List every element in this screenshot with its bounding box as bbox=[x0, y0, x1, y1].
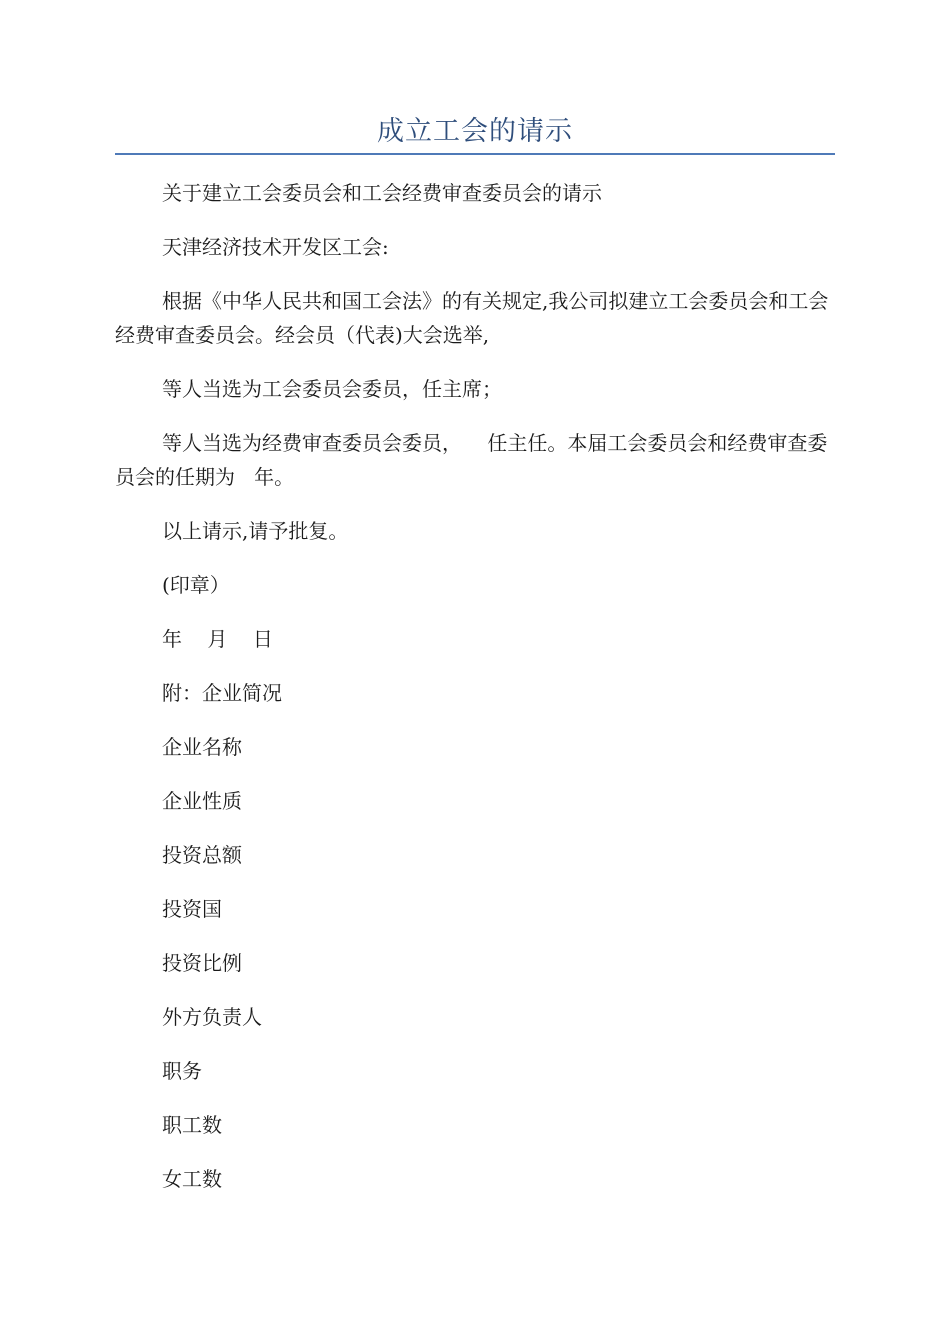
body-paragraph-basis: 根据《中华人民共和国工会法》的有关规定,我公司拟建立工会委员会和工会经费审查委员会。经会员（代表)大会选举, bbox=[115, 289, 829, 347]
date-line: 年 月 日 bbox=[162, 627, 273, 651]
field-investment-ratio: 投资比例 bbox=[162, 951, 242, 975]
title-divider bbox=[115, 153, 835, 155]
seal-placeholder: (印章） bbox=[162, 573, 230, 597]
field-position: 职务 bbox=[162, 1059, 202, 1083]
field-female-employee-count: 女工数 bbox=[162, 1167, 222, 1191]
body-paragraph-audit-committee: 等人当选为经费审查委员会委员， 任主任。本届工会委员会和经费审查委员会的任期为 年。 bbox=[115, 431, 828, 489]
document-title: 成立工会的请示 bbox=[377, 116, 573, 147]
request-subject: 关于建立工会委员会和工会经费审查委员会的请示 bbox=[162, 181, 602, 205]
closing-line: 以上请示,请予批复。 bbox=[162, 519, 349, 543]
field-total-investment: 投资总额 bbox=[162, 843, 242, 867]
addressee: 天津经济技术开发区工会: bbox=[162, 235, 389, 259]
field-company-name: 企业名称 bbox=[162, 735, 242, 759]
body-paragraph-committee: 等人当选为工会委员会委员，任主席； bbox=[162, 377, 502, 401]
field-employee-count: 职工数 bbox=[162, 1113, 222, 1137]
attachment-heading: 附：企业简况 bbox=[162, 681, 282, 705]
field-foreign-manager: 外方负责人 bbox=[162, 1005, 262, 1029]
field-company-type: 企业性质 bbox=[162, 789, 242, 813]
document-body bbox=[115, 176, 835, 1216]
field-investor-country: 投资国 bbox=[162, 897, 222, 921]
